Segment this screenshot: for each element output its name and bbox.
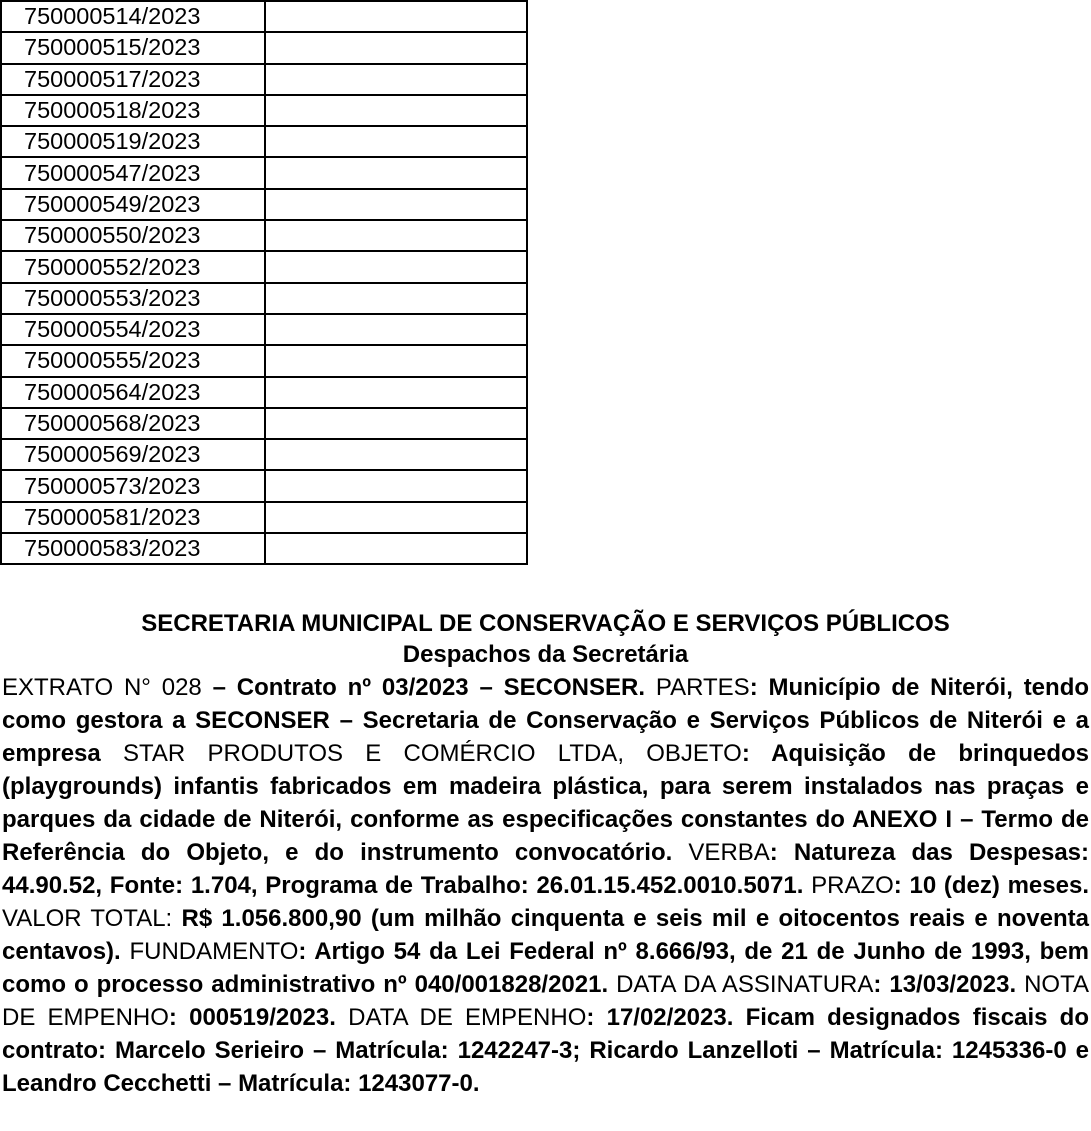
- table-row: [1, 95, 527, 126]
- empenho-number-cell: 750000564/2023: [1, 377, 265, 408]
- text-segment: DATA DA ASSINATURA: [608, 971, 874, 998]
- empty-cell: [265, 314, 527, 345]
- text-segment: STAR PRODUTOS E COMÉRCIO LTDA, OBJETO: [100, 740, 742, 767]
- section-subtitle: Despachos da Secretária: [402, 641, 689, 668]
- table-row: [1, 157, 527, 188]
- empenho-number-cell: 750000550/2023: [1, 220, 265, 251]
- table-row: [1, 189, 527, 220]
- empty-cell: [265, 283, 527, 314]
- table-row: [1, 533, 527, 564]
- text-segment: PRAZO: [803, 872, 894, 899]
- bold-text-segment: : Natureza das Despesas: 44.90.52, Fonte: 1.704, Programa de Trabalho: 26.01.15.452.0010.5071.: [2, 839, 1090, 899]
- bold-text-segment: : Aquisição de brinquedos (playgrounds) infantis fabricados em madeira plástica, para serem instalados nas praças e parques da cidade de Niterói, conforme as especificações constantes do ANEXO I – Termo de Referência do Objeto, e do instrumento convocatório.: [2, 740, 1090, 866]
- bold-text-segment: – Contrato nº 03/2023 – SECONSER.: [212, 674, 646, 701]
- text-segment: FUNDAMENTO: [120, 938, 299, 965]
- empenho-number-cell: 750000547/2023: [1, 157, 265, 188]
- text-segment: VERBA: [672, 839, 770, 866]
- table-row: [1, 220, 527, 251]
- bold-text-segment: : 10 (dez) meses.: [893, 872, 1089, 899]
- table-row: [1, 345, 527, 376]
- empenho-number-cell: 750000519/2023: [1, 126, 265, 157]
- empenho-number-cell: 750000569/2023: [1, 439, 265, 470]
- table-row: [1, 283, 527, 314]
- empty-cell: [265, 220, 527, 251]
- empenho-number-cell: 750000552/2023: [1, 251, 265, 282]
- table-row: [1, 502, 527, 533]
- table-row: [1, 251, 527, 282]
- empty-cell: [265, 345, 527, 376]
- empty-cell: [265, 408, 527, 439]
- bold-text-segment: : 13/03/2023.: [873, 971, 1017, 998]
- empenho-number-cell: 750000583/2023: [1, 533, 265, 564]
- table-row: [1, 64, 527, 95]
- text-segment: VALOR TOTAL:: [2, 905, 182, 932]
- empenho-number-cell: 750000514/2023: [1, 1, 265, 32]
- bold-text-segment: : 17/02/2023. Ficam designados fiscais do contrato: Marcelo Serieiro – Matrícula: 1242247-3; Ricardo Lanzelloti – Matrícula: 1245336-0 e Leandro Cecchetti – Matrícula: 1243077-0.: [2, 1004, 1089, 1097]
- empenho-number-cell: 750000517/2023: [1, 64, 265, 95]
- empenho-number-cell: 750000568/2023: [1, 408, 265, 439]
- table-row: [1, 470, 527, 501]
- section-title: SECRETARIA MUNICIPAL DE CONSERVAÇÃO E SERVIÇOS PÚBLICOS: [141, 610, 950, 637]
- table-row: [1, 377, 527, 408]
- empty-cell: [265, 439, 527, 470]
- table-row: [1, 439, 527, 470]
- empenho-table-body: [1, 1, 527, 564]
- empty-cell: [265, 95, 527, 126]
- text-segment: EXTRATO N° 028: [2, 674, 213, 701]
- text-segment: PARTES: [645, 674, 750, 701]
- empty-cell: [265, 157, 527, 188]
- table-row: [1, 1, 527, 32]
- bold-text-segment: : Município de Niterói, tendo como gestora a SECONSER – Secretaria de Conservação e Serviços Públicos de Niterói e a empresa: [2, 674, 1090, 767]
- bold-text-segment: : Artigo 54 da Lei Federal nº 8.666/93, de 21 de Junho de 1993, bem como o processo administrativo nº 040/001828/2021.: [2, 938, 1090, 998]
- bold-text-segment: : 000519/2023.: [168, 1004, 336, 1031]
- contract-extract-paragraph: [2, 671, 1089, 1100]
- empty-cell: [265, 64, 527, 95]
- empty-cell: [265, 126, 527, 157]
- empenho-number-cell: 750000581/2023: [1, 502, 265, 533]
- empty-cell: [265, 502, 527, 533]
- empenho-number-cell: 750000549/2023: [1, 189, 265, 220]
- empty-cell: [265, 1, 527, 32]
- empenho-number-cell: 750000555/2023: [1, 345, 265, 376]
- empenho-number-cell: 750000573/2023: [1, 470, 265, 501]
- empty-cell: [265, 251, 527, 282]
- table-row: [1, 32, 527, 63]
- empty-cell: [265, 533, 527, 564]
- table-row: [1, 408, 527, 439]
- empenho-number-cell: 750000553/2023: [1, 283, 265, 314]
- table-row: [1, 314, 527, 345]
- table-row: [1, 126, 527, 157]
- text-segment: NOTA DE EMPENHO: [2, 971, 1089, 1031]
- empty-cell: [265, 377, 527, 408]
- bold-text-segment: R$ 1.056.800,90 (um milhão cinquenta e seis mil e oitocentos reais e noventa centavos).: [2, 905, 1090, 965]
- empenho-number-cell: 750000554/2023: [1, 314, 265, 345]
- empty-cell: [265, 470, 527, 501]
- text-segment: DATA DE EMPENHO: [335, 1004, 587, 1031]
- empenho-number-cell: 750000515/2023: [1, 32, 265, 63]
- empenho-table: [0, 0, 528, 565]
- empenho-number-cell: 750000518/2023: [1, 95, 265, 126]
- empty-cell: [265, 189, 527, 220]
- empty-cell: [265, 32, 527, 63]
